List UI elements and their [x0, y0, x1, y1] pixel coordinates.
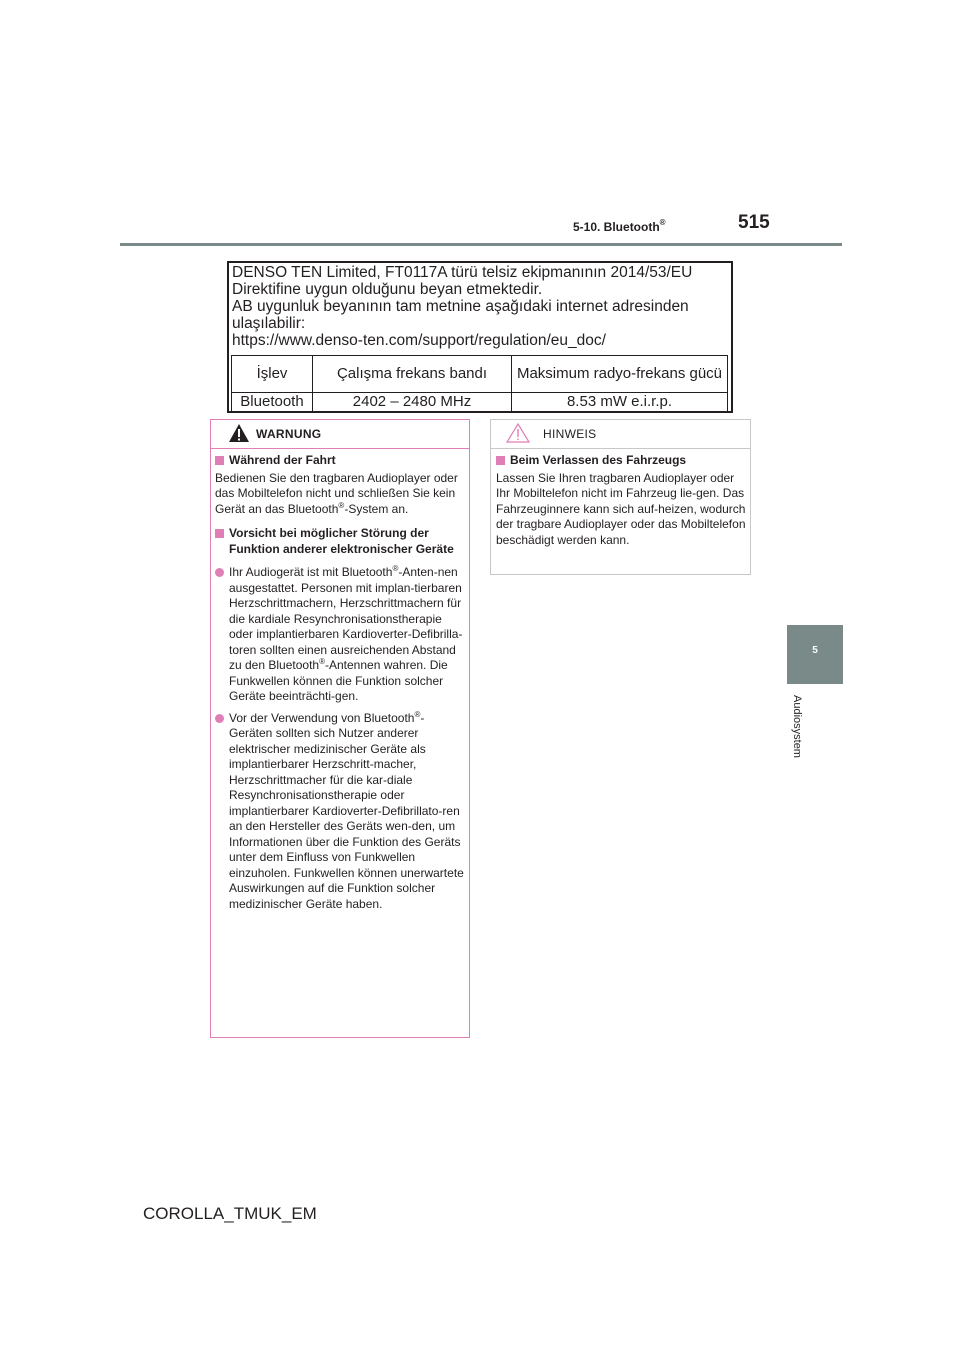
- page-number: 515: [738, 212, 770, 233]
- warning-heading: Während der Fahrt: [215, 453, 465, 469]
- declaration-line: Direktifine uygun olduğunu beyan etmektedir.: [232, 281, 543, 298]
- note-heading: Beim Verlassen des Fahrzeugs: [496, 453, 746, 469]
- header-divider: [120, 243, 842, 246]
- warning-paragraph: Bedienen Sie den tragbaren Audioplayer oder das Mobiltelefon nicht und schließen Sie kein Gerät an das Bluetooth®-System an.: [215, 470, 458, 516]
- square-bullet-icon: [215, 529, 224, 538]
- declaration-url: https://www.denso-ten.com/support/regulation/eu_doc/: [232, 332, 606, 349]
- table-cell: 2402 – 2480 MHz: [313, 393, 512, 412]
- table-header-cell: Maksimum radyo-frekans gücü: [512, 356, 728, 393]
- caution-triangle-icon: [506, 423, 530, 443]
- declaration-text: [232, 264, 730, 349]
- round-bullet-icon: [215, 714, 224, 723]
- note-title: HINWEIS: [543, 427, 597, 441]
- section-title: 5-10. Bluetooth®: [573, 218, 666, 234]
- table-header-cell: İşlev: [232, 356, 313, 393]
- model-code: COROLLA_TMUK_EM: [143, 1204, 317, 1223]
- declaration-line: AB uygunluk beyanının tam metnine aşağıdaki internet adresinden: [232, 298, 689, 315]
- table-header-cell: Çalışma frekans bandı: [313, 356, 512, 393]
- frequency-table: [231, 355, 728, 412]
- chapter-number: 5: [812, 645, 818, 656]
- warning-bullet: Ihr Audiogerät ist mit Bluetooth®-Anten-nen ausgestattet. Personen mit implan-tierbaren Herzschrittmachern, Herzschrittmachern für die kardiale Resynchronisationstherapie oder implantierbaren Kardioverter-Defibrilla-toren sollten einen ausreichenden Abstand zu den Bluetooth®-Antennen wahren. Die Funkwellen können die Funktion solcher Geräte beeinträchti-gen.: [215, 565, 465, 705]
- warning-bullet: Vor der Verwendung von Bluetooth®-Geräten sollten sich Nutzer anderer elektrischer medizinischer Geräte als implantierbarer Herzschritt-macher, Herzschrittmacher für die kar-diale Resynchronisationstherapie oder implantierbarer Kardioverter-Defibrillato-ren an den Hersteller des Geräts wen-den, um Informationen über die Funktion des Geräts unter dem Einfluss von Funkwellen einzuholen. Funkwellen können unerwartete Auswirkungen auf die Funktion solcher medizinischer Geräte haben.: [215, 711, 465, 913]
- chapter-label: Audiosystem: [791, 695, 803, 758]
- table-cell: Bluetooth: [232, 393, 313, 412]
- declaration-line: ulaşılabilir:: [232, 315, 306, 332]
- note-paragraph: Lassen Sie Ihren tragbaren Audioplayer oder Ihr Mobiltelefon nicht im Fahrzeug lie-gen. Das Fahrzeuginnere kann sich auf-heizen, wodurch der tragbare Audioplayer oder das Mobiltelefon beschädigt werden kann.: [496, 470, 746, 547]
- table-cell: 8.53 mW e.i.r.p.: [512, 393, 728, 412]
- declaration-line: DENSO TEN Limited, FT0117A türü telsiz ekipmanının 2014/53/EU: [232, 264, 693, 281]
- table-row: [232, 393, 728, 412]
- square-bullet-icon: [496, 456, 505, 465]
- round-bullet-icon: [215, 568, 224, 577]
- table-header-row: [232, 356, 728, 393]
- warning-triangle-icon: [228, 423, 250, 443]
- warning-title: WARNUNG: [256, 427, 322, 441]
- note-content: [496, 453, 746, 551]
- warning-heading: Vorsicht bei möglicher Störung der Funktion anderer elektronischer Geräte: [215, 526, 465, 557]
- warning-content: [215, 453, 465, 918]
- square-bullet-icon: [215, 456, 224, 465]
